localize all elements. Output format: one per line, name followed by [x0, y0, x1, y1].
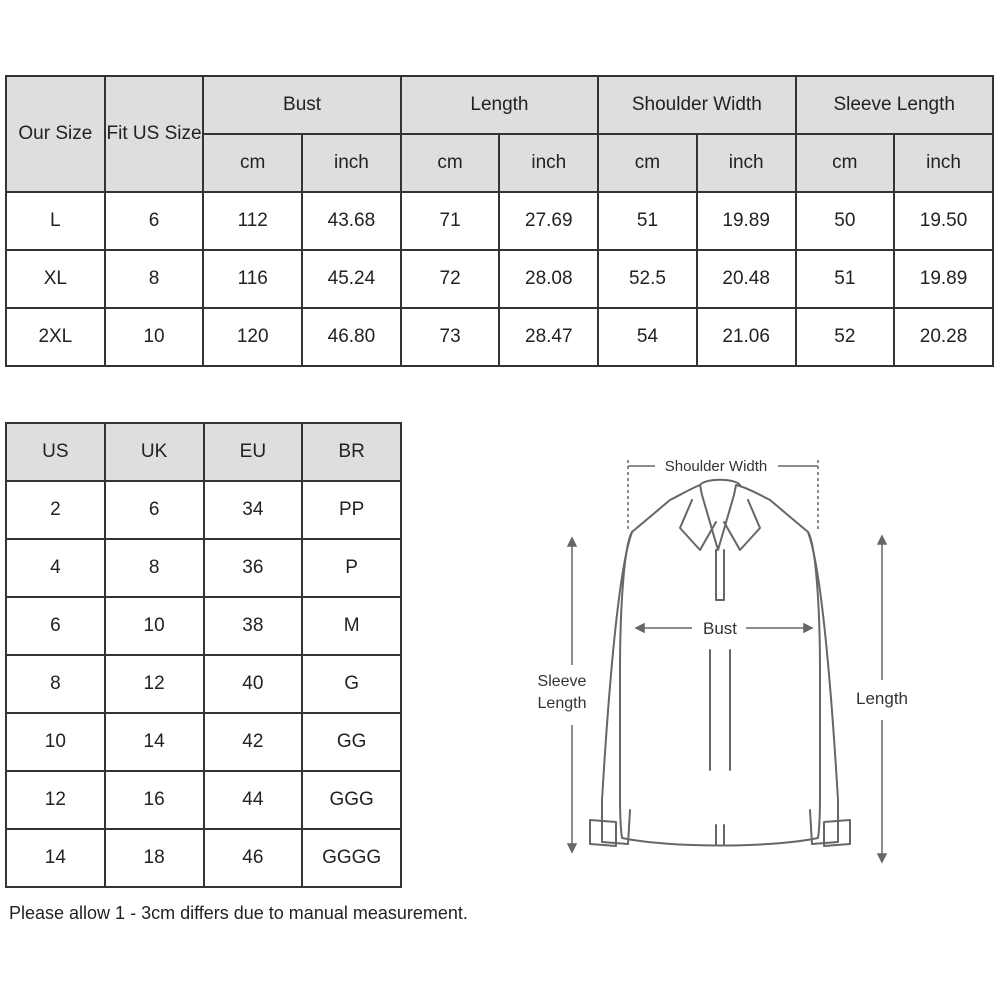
unit-cm: cm: [203, 134, 302, 192]
size-chart-header-row: [6, 76, 993, 134]
table-cell: G: [302, 655, 401, 713]
table-cell: 116: [203, 250, 302, 308]
unit-cm: cm: [796, 134, 895, 192]
table-cell: 40: [204, 655, 303, 713]
header-us: US: [6, 423, 105, 481]
unit-inch: inch: [697, 134, 796, 192]
table-cell: 18: [105, 829, 204, 887]
table-cell: 10: [6, 713, 105, 771]
header-length: Length: [401, 76, 598, 134]
table-cell: 12: [105, 655, 204, 713]
table-cell: 8: [105, 539, 204, 597]
size-chart-table: [5, 75, 994, 367]
table-cell: 19.89: [894, 250, 993, 308]
table-cell: 12: [6, 771, 105, 829]
shoulder-width-label: Shoulder Width: [664, 458, 768, 475]
table-cell: 6: [6, 597, 105, 655]
table-cell: GGGG: [302, 829, 401, 887]
bust-label: Bust: [702, 619, 738, 638]
header-uk: UK: [105, 423, 204, 481]
sleeve-arrow-top: [568, 538, 576, 546]
table-cell: 10: [105, 597, 204, 655]
table-cell: 4: [6, 539, 105, 597]
table-row: [6, 597, 401, 655]
table-cell: 8: [105, 250, 204, 308]
unit-inch: inch: [302, 134, 401, 192]
table-cell: 50: [796, 192, 895, 250]
sleeve-length-label-line1: Sleeve: [537, 673, 587, 690]
table-cell: 6: [105, 192, 204, 250]
unit-cm: cm: [401, 134, 500, 192]
table-cell: 71: [401, 192, 500, 250]
bust-arrow-right: [804, 624, 812, 632]
table-cell: GGG: [302, 771, 401, 829]
table-cell: 21.06: [697, 308, 796, 366]
table-cell: 120: [203, 308, 302, 366]
length-label: Length: [856, 689, 908, 708]
shirt-body-outline: [620, 485, 820, 846]
table-cell: 54: [598, 308, 697, 366]
table-cell: 43.68: [302, 192, 401, 250]
table-cell: 6: [105, 481, 204, 539]
table-cell: 20.48: [697, 250, 796, 308]
table-cell: M: [302, 597, 401, 655]
collar-band: [700, 480, 740, 485]
table-cell: PP: [302, 481, 401, 539]
table-cell: 14: [105, 713, 204, 771]
header-our-size: Our Size: [6, 76, 105, 192]
sleeve-arrow-bottom: [568, 844, 576, 852]
measurement-note: Please allow 1 - 3cm differs due to manual measurement.: [9, 903, 468, 923]
right-sleeve: [808, 532, 838, 844]
table-row: [6, 713, 401, 771]
table-cell: 46: [204, 829, 303, 887]
size-conversion-table: [5, 422, 402, 888]
header-fit-us-size: Fit US Size: [105, 76, 204, 192]
table-row: [6, 539, 401, 597]
table-cell: 14: [6, 829, 105, 887]
header-bust: Bust: [203, 76, 400, 134]
sleeve-length-label-line2: Length: [537, 695, 587, 712]
conversion-header-row: [6, 423, 401, 481]
bust-arrow-left: [636, 624, 644, 632]
unit-inch: inch: [894, 134, 993, 192]
table-cell: 28.47: [499, 308, 598, 366]
table-cell: 16: [105, 771, 204, 829]
table-row: [6, 771, 401, 829]
table-cell: 20.28: [894, 308, 993, 366]
shirt-measurement-diagram: [520, 440, 920, 880]
table-cell: 2: [6, 481, 105, 539]
table-cell: 73: [401, 308, 500, 366]
header-br: BR: [302, 423, 401, 481]
table-cell: 46.80: [302, 308, 401, 366]
table-cell: 8: [6, 655, 105, 713]
length-arrow-bottom: [878, 854, 886, 862]
table-cell: 72: [401, 250, 500, 308]
shirt-placket: [710, 550, 730, 845]
header-sleeve-length: Sleeve Length: [796, 76, 993, 134]
table-cell: 44: [204, 771, 303, 829]
table-cell: 36: [204, 539, 303, 597]
table-cell: 19.50: [894, 192, 993, 250]
table-row: [6, 308, 993, 366]
table-cell: GG: [302, 713, 401, 771]
table-cell: 19.89: [697, 192, 796, 250]
table-cell: 2XL: [6, 308, 105, 366]
table-cell: 45.24: [302, 250, 401, 308]
header-eu: EU: [204, 423, 303, 481]
table-cell: 10: [105, 308, 204, 366]
table-cell: 34: [204, 481, 303, 539]
table-cell: P: [302, 539, 401, 597]
table-cell: 112: [203, 192, 302, 250]
table-row: [6, 829, 401, 887]
header-shoulder-width: Shoulder Width: [598, 76, 795, 134]
table-row: [6, 192, 993, 250]
table-cell: 38: [204, 597, 303, 655]
table-row: [6, 250, 993, 308]
left-sleeve: [602, 532, 632, 844]
table-cell: 52: [796, 308, 895, 366]
table-cell: 42: [204, 713, 303, 771]
table-cell: L: [6, 192, 105, 250]
unit-inch: inch: [499, 134, 598, 192]
length-arrow-top: [878, 536, 886, 544]
table-cell: XL: [6, 250, 105, 308]
table-cell: 27.69: [499, 192, 598, 250]
unit-cm: cm: [598, 134, 697, 192]
table-row: [6, 655, 401, 713]
table-cell: 28.08: [499, 250, 598, 308]
table-row: [6, 481, 401, 539]
table-cell: 51: [796, 250, 895, 308]
table-cell: 51: [598, 192, 697, 250]
table-cell: 52.5: [598, 250, 697, 308]
